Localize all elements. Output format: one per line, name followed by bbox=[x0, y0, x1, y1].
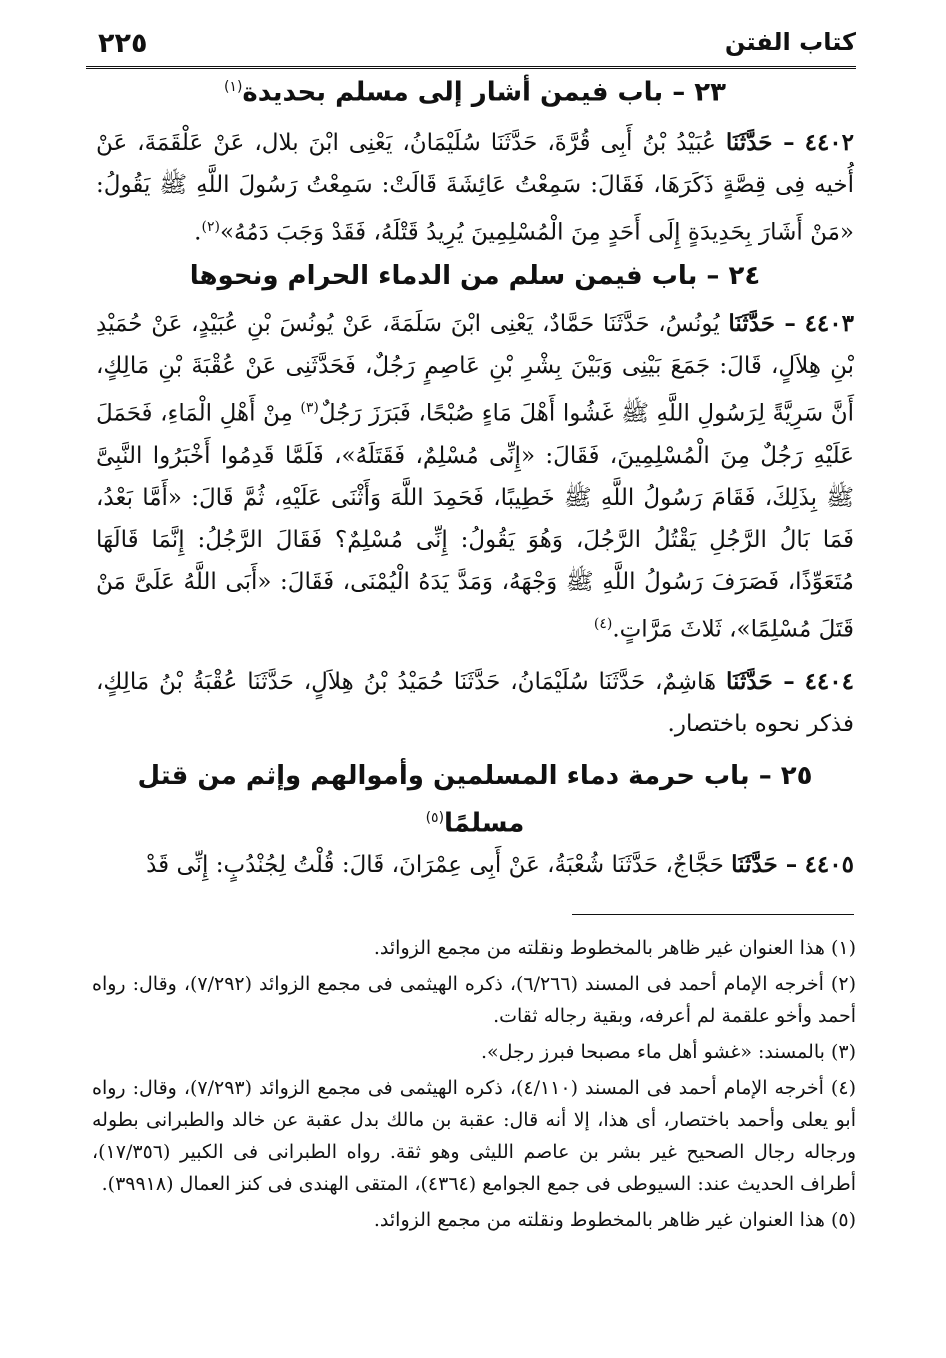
hadith-text: حَجَّاجٌ، حَدَّثَنَا شُعْبَةُ، عَنْ أَبِى عِمْرَانَ، قَالَ: قُلْتُ لِجُنْدُبٍ: إِنِّى قَدْ bbox=[146, 852, 724, 879]
hadith-number: ٤٤٠٣ bbox=[804, 310, 854, 338]
chapter-heading-24 bbox=[96, 255, 854, 297]
hadith-text-continued: مِنْ أَهْلِ الْمَاءِ، فَحَمَلَ عَلَيْهِ رَجُلٌ مِنَ الْمُسْلِمِينَ، فَقَالَ: «إِنِّى مُسْلِمٌ، فَقَتَلَهُ»، فَلَمَّا قَدِمُوا أَخْبَرُوا النَّبِىَّ ﷺ بِذَلِكَ، فَقَامَ رَسُولُ اللَّهِ ﷺ خَطِيبًا، فَحَمِدَ اللَّهَ وَأَثْنَى عَلَيْهِ، ثُمَّ قَالَ: «أَمَّا بَعْدُ، فَمَا بَالُ الرَّجُلِ يَقْتُلُ الرَّجُلَ، وَهُوَ يَقُولُ: إِنِّى مُسْلِمٌ؟ فَقَالَ الرَّجُلُ: إِنَّمَا قَالَهَا مُتَعَوِّذًا، فَصَرَفَ رَسُولُ اللَّهِ ﷺ وَجْهَهُ، وَمَدَّ يَدَهُ الْيُمْنَى، فَقَالَ: «أَبَى اللَّهُ عَلَىَّ مَنْ قَتَلَ مُسْلِمًا»، ثَلاثَ مَرَّاتٍ. bbox=[96, 400, 854, 643]
footnote-1: (١) هذا العنوان غير ظاهر بالمخطوط ونقلته من مجمع الزوائد. bbox=[373, 937, 856, 959]
hadith-opening: – حَدَّثَنَا bbox=[728, 310, 796, 338]
page-header bbox=[86, 22, 856, 66]
hadith-number: ٤٤٠٢ bbox=[804, 128, 855, 156]
footnote-ref: (٤) bbox=[593, 615, 613, 632]
footnote-5: (٥) هذا العنوان غير ظاهر بالمخطوط ونقلته من مجمع الزوائد. bbox=[373, 1209, 856, 1231]
chapter-title: ٢٣ – باب فيمن أشار إلى مسلم بحديدة bbox=[242, 77, 727, 108]
hadith-text: عُبَيْدُ بْنُ أَبِى قُرَّةَ، حَدَّثَنَا سُلَيْمَانُ، يَعْنِى ابْنَ بلال، عَنْ عَلْقَمَةَ، عَنْ أُخيه فِى قِصَّةٍ ذَكَرَهَا، فَقَالَ: سَمِعْتُ عَائِشَةَ قَالَتْ: سَمِعْتُ رَسُولَ اللَّهِ ﷺ يَقُولُ: «مَنْ أَشَارَ بِحَدِيدَةٍ إِلَى أَحَدٍ مِنَ الْمُسْلِمِينَ يُرِيدُ قَتْلَهُ، فَقَدْ وَجَبَ دَمُهُ» bbox=[96, 129, 854, 246]
hadith-4404 bbox=[96, 661, 854, 745]
footnote-3: (٣) بالمسند: «غشو أهل ماء مصبحا فبرز رجل». bbox=[480, 1041, 856, 1063]
hadith-text: يُونُسُ، حَدَّثَنَا حَمَّادٌ، يَعْنِى ابْنَ سَلَمَةَ، عَنْ يُونُسَ بْنِ عُبَيْدٍ، عَنْ حُمَيْدِ بْنِ هِلاَلٍ، قَالَ: جَمَعَ بَيْنِى وَبَيْنَ بِشْرِ بْنِ عَاصِمٍ رَجُلٌ، فَحَدَّثَنِى عَنْ عُقْبَةَ بْنِ مَالِكٍ، أَنَّ سَرِيَّةً لِرَسُولِ اللَّهِ ﷺ غَشُوا أَهْلَ مَاءٍ صُبْحًا، فَبَرَزَ رَجُلٌ bbox=[96, 311, 855, 427]
main-text bbox=[96, 66, 854, 886]
footnote-ref: (٢) bbox=[201, 218, 220, 235]
hadith-4402 bbox=[96, 122, 854, 254]
hadith-ending: . bbox=[194, 219, 202, 246]
footnote-divider bbox=[572, 914, 854, 915]
hadith-opening: – حَدَّثَنَا bbox=[725, 128, 795, 156]
hadith-opening: – حَدَّثَنَا bbox=[726, 667, 795, 695]
footnote-ref: (٥) bbox=[425, 809, 445, 826]
hadith-opening: – حَدَّثَنَا bbox=[731, 851, 798, 879]
book-title: كتاب الفتن bbox=[724, 28, 856, 56]
footnote-ref: (٣) bbox=[300, 400, 319, 417]
chapter-title: ٢٥ – باب حرمة دماء المسلمين وأموالهم وإثم من قتل مسلمًا bbox=[137, 760, 813, 839]
hadith-4403 bbox=[96, 303, 854, 650]
hadith-number: ٤٤٠٤ bbox=[804, 667, 854, 695]
chapter-heading-23 bbox=[96, 66, 854, 114]
chapter-heading-25 bbox=[96, 755, 854, 845]
footnote-ref: (١) bbox=[223, 79, 243, 95]
footnotes bbox=[92, 932, 856, 1240]
page-number: ٢٢٥ bbox=[98, 28, 148, 59]
hadith-text: هَاشِمٌ، حَدَّثَنَا سُلَيْمَانُ، حَدَّثَنَا حُمَيْدُ بْنُ هِلاَلٍ، حَدَّثَنَا عُقْبَةُ بْنُ مَالِكٍ، فذكر نحوه باختصار. bbox=[96, 668, 854, 737]
hadith-4405 bbox=[96, 844, 854, 886]
footnote-2: (٢) أخرجه الإمام أحمد فى المسند (٦/٢٦٦)، ذكره الهيثمى فى مجمع الزوائد (٧/٢٩٢)، وقال: رواه أحمد وأخو علقمة لم أعرفه، وبقية رجاله ثقات. bbox=[92, 973, 856, 1027]
hadith-number: ٤٤٠٥ bbox=[804, 851, 854, 879]
footnote-4: (٤) أخرجه الإمام أحمد فى المسند (٤/١١٠)، ذكره الهيثمى فى مجمع الزوائد (٧/٢٩٣)، وقال: رواه أبو يعلى وأحمد باختصار، أى هذا، إلا أنه قال: عقبة بن مالك بدل عقبة عن خالد والطبرانى بطوله ورجاله رجال الصحيح غير بشر بن عاصم الليثى وهو ثقة. رواه الطبرانى فى الكبير (١٧/٣٥٦)، أطراف الحديث عند: السيوطى فى جمع الجوامع (٤٣٦٤)، المتقى الهندى فى كنز العمال (٣٩٩١٨). bbox=[92, 1077, 856, 1195]
chapter-title: ٢٤ – باب فيمن سلم من الدماء الحرام ونحوها bbox=[189, 261, 761, 292]
